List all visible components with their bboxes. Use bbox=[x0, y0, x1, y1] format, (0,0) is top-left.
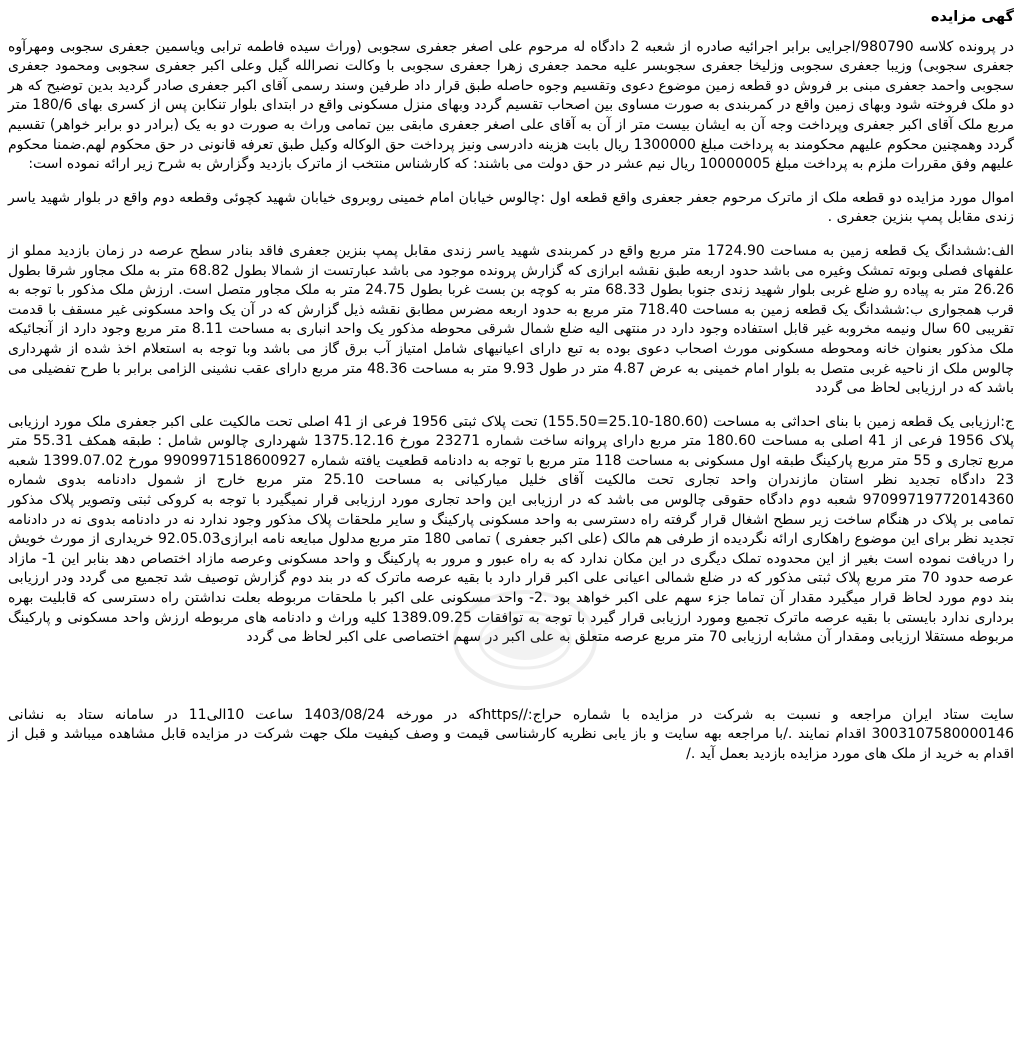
footer-paragraph: سایت ستاد ایران مراجعه و نسبت به شرکت در مزایده با شماره حراج://httpsکه در مورخه 1403/08/24 ساعت 10الی11 در سامانه ستاد به نشانی 3003107580000146 اقدام نمایند ./با مراجعه بهه سایت و باز یابی نظریه کارشناسی قیمت و وصف کیفیت ملک جهت شرکت در مزایده قابل مشاهده میباشد و قبل از اقدام به خرید از ملک های مورد مزایده بازدید بعمل آید ./ bbox=[8, 706, 1015, 762]
auction-notice bbox=[8, 8, 1014, 775]
assets-paragraph: اموال مورد مزایده دو قطعه ملک از ماترک مرحوم جعفر جعفری واقع قطعه اول :چالوس خیابان امام خمینی روبروی خیابان شهید کچوئی وقطعه دوم واقع در بلوار شهید یاسر زندی مقابل پمپ بنزین جعفری . bbox=[8, 189, 1014, 226]
notice-title: گهی مزایده bbox=[930, 9, 1014, 25]
intro-paragraph: در پرونده کلاسه 980790/اجرایی برابر اجرائیه صادره از شعبه 2 دادگاه له مرحوم علی اصغر جعفری سجوبی (وراث سیده فاطمه ترابی ویاسمین جعفری سجوبی ومهرآوه جعفری سجوبی) وزیبا جعفری سجوبی وزلیخا جعفری سجوبسر علیه محمد جعفری زهرا جعفری سجوبی با وکالت نصرالله گیل وعلی اکبر جعفری سجوبی ومحمود جعفری سجوبی واحمد جعفری مبنی بر فروش دو قطعه زمین موضوع دعوی وتقسیم وجوه حاصله طبق قرار داد طرفین وسند رسمی آقای اکبر جعفری صادر گردید بدین توضیح که هر دو ملک فروخته شود وبهای زمین واقع در کمربندی به صورت مساوی بین اصحاب تقسیم گردد وبهای منزل مسکونی واقع در ابتدای بلوار تنکابن پس از کسری بهای 180/6 متر مربع ملک آقای اکبر جعفری وپرداخت وجه آن به ایشان بیست متر از آن به آقای علی اصغر جعفری مابقی بین تمامی وراث به صورت دو به یک (برادر دو برابر خواهر) تقسیم گردد وهمچنین محکوم علیهم محکومند به پرداخت مبلغ 1300000 ریال بابت هزینه دادرسی ونیز پرداخت حق الوکاله وکیل طبق تعرفه قانونی در حق محکوم لهم.ضمنا محکوم علیهم وفق مقررات ملزم به پرداخت مبلغ 10000005 ریال نیم عشر در حق دولت می باشند: که کارشناس منتخب از ماترک بازدید وگزارش به شرح زیر ارائه نموده است: bbox=[8, 38, 1014, 173]
part-c-paragraph: ج:ارزیابی یک قطعه زمین با بنای احداثی به مساحت (180.60-25.10=155.50) تحت پلاک ثبتی 1956 فرعی از 41 اصلی تحت مالکیت علی اکبر جعفری ملک مورد ارزیابی پلاک 1956 فرعی از 41 اصلی به مساحت 180.60 متر مربع دارای پروانه ساخت شماره 23271 مورخ 1375.12.16 شهرداری چالوس شامل : طبقه همکف 55.31 متر مربع تجاری و 55 متر مربع پارکینگ طبقه اول مسکونی به مساحت 118 متر مربع با توجه به دادنامه قطعیت یافته شماره 9909971518600927 مورخ 1399.07.02 شعبه 23 دادگاه تجدید نظر استان مازندران واحد تجاری تحت مالکیت آقای خلیل میارکیانی به مساحت 25.10 متر مربع خارج از شمول دادنامه بدوی شماره 97099719772014360 شعبه دوم دادگاه حقوقی چالوس می باشد که در ارزیابی این واحد تجاری مورد ارزیابی قرار نمیگیرد با توجه به کروکی ثبتی وتصویر پلاک مذکور تمامی بر پلاک در هنگام ساخت زیر سطح اشغال قرار گرفته راه دسترسی به واحد مسکونی پارکینگ و سایر ملحقات پلاک مذکور وجود ندارد نه در دادنامه بدوی نه در دادنامه تجدید نظر برای این موضوع راهکاری ارائه نگردیده از طرفی هم مالک (علی اکبر جعفری ) تمامی 180 متر مربع مدلول مبایعه نامه ابرازی92.05.03 خریداری از مورث خویش را دریافت نموده است بغیر از این محدوده تملک دیگری در این مکان ندارد که به راه عبور و مرور به پارکینگ و واحد مسکونی وعرصه مازاد اختصاص دهد بنابر این 1- مازاد عرصه حدود 70 متر مربع پلاک ثبتی مذکور که در ضلع شمالی اعیانی علی اکبر قرار دارد با بقیه عرصه ماترک که در بند دوم گزارش توصیف شد تجمیع می گردد ودر ارزیابی بند دوم مورد لحاظ قرار میگیرد مقدار آن تماما جزء سهم علی اکبر خواهد بود .2- واحد مسکونی علی اکبر با ملحقات مربوطه بعلت نداشتن راه دسترسی که قابلیت بهره برداری ندارد بایستی با بقیه عرصه ماترک تجمیع ومورد ارزیابی قرار گیرد با توجه به توافقات 1389.09.25 کلیه وراث و دادنامه های مربوطه ارزش واحد مسکونی و پارکینگ مربوطه مستقلا ارزیابی ومقدار آن مشابه ارزیابی 70 متر مربع عرصه متعلق به علی اکبر در سهم اختصاصی علی اکبر لحاظ می گردد bbox=[8, 413, 1015, 646]
spacer bbox=[8, 662, 1014, 706]
part-a-paragraph: الف:ششدانگ یک قطعه زمین به مساحت 1724.90 متر مربع واقع در کمربندی شهید یاسر زندی مقابل پمپ بنزین جعفری فاقد بنادر سطح عرصه در زمان بازدید مملو از علفهای فصلی وبوته تمشک وغیره می باشد حدود اربعه طبق نقشه ابرازی که گزارش پرونده موجود می باشد عبارتست از شمالا بطول 68.82 متر به ملک مجاور شرقا بطول 26.26 متر به پیاده رو ضلع غربی بلوار شهید زندی جنوبا بطول 68.33 متر به کوچه بن بست غربا بطول 24.75 متر به ملک مجاور متصل است. ارزش ملک مذکور با توجه به قرب همجواری ب:ششدانگ یک قطعه زمین به مساحت 718.40 متر مربع به حدود اربعه مضرس مطابق نقشه ذیل گزارش که در آن یک واحد مسکونی غیر مسقف با قدمت تقریبی 60 سال ونیمه مخروبه غیر قابل استفاده وجود دارد در منتهی الیه ضلع شمال شرقی محوطه مذکور یک واحد انباری به مساحت 8.11 متر مربع وجود دارد از آنجائیکه ملک مذکور بعنوان خانه ومحوطه مسکونی مورث اصحاب دعوی بوده به تبع دارای اعیانیهای شامل امتیاز آب برق گاز می باشد وبا توجه به استعلام اخذ شده از شهرداری چالوس ملک از ناحیه غربی متصل به بلوار امام خمینی به عرض 4.87 متر در طول 9.93 متر به مساحت 48.36 متر مربع دارای عقب نشینی الزامی برابر با طرح تفضیلی می باشد که در ارزیابی لحاظ می گردد bbox=[8, 242, 1014, 397]
